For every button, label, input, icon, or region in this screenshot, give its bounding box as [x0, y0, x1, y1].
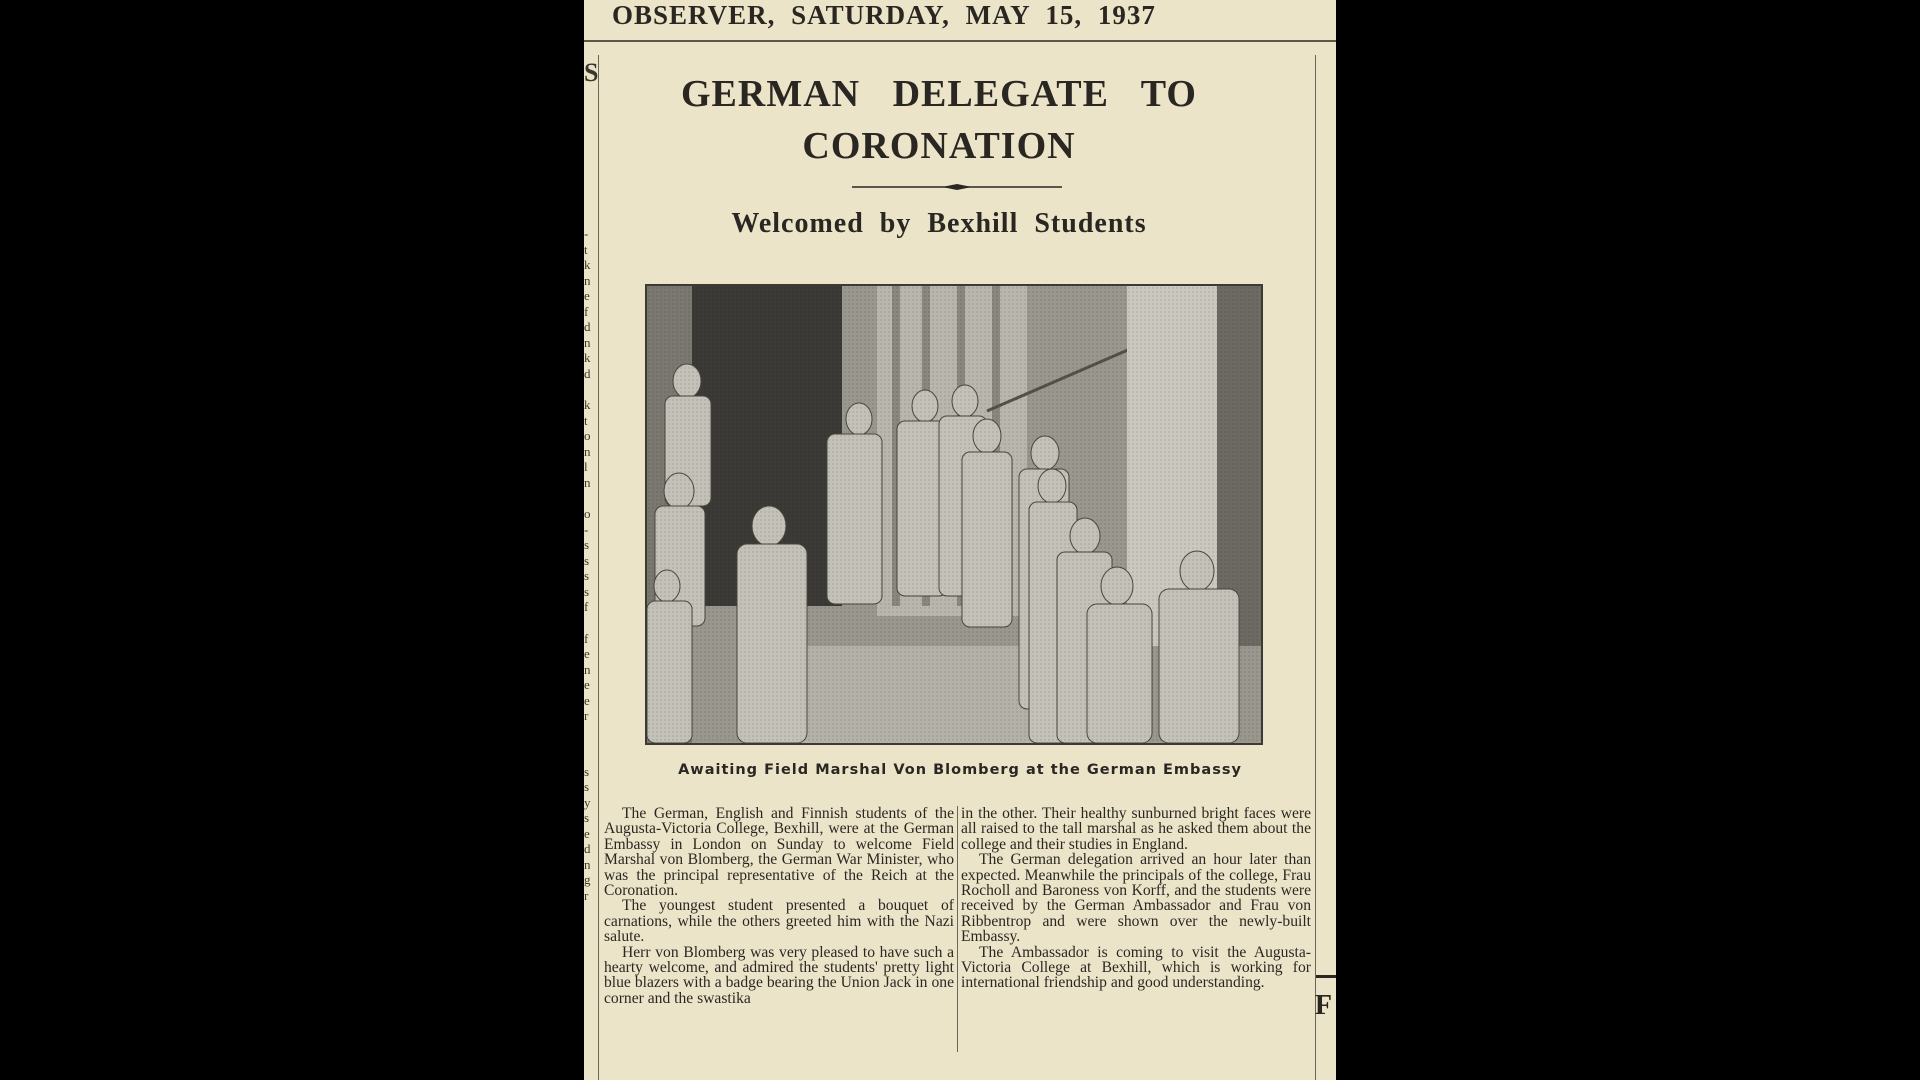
masthead-rule: [584, 40, 1336, 42]
fragment-letter: n: [584, 443, 591, 459]
photo-caption: Awaiting Field Marshal Von Blomberg at the German Embassy: [678, 762, 1242, 778]
fragment-letter: n: [584, 272, 591, 288]
fragment-letter: s: [584, 537, 590, 552]
subheadline: Welcomed by Bexhill Students: [731, 208, 1147, 239]
fragment-letter: e: [584, 677, 590, 692]
column-rule-left: [598, 55, 599, 1080]
article-column-1: [604, 806, 954, 1006]
fragment-letter: s: [584, 779, 590, 794]
headline-line: CORONATION: [802, 125, 1076, 167]
article-paragraph: The Ambassador is coming to visit the Augusta-Victoria College at Bexhill, which is working for international friendship and good understanding.: [961, 943, 1311, 992]
fragment-letter: n: [584, 334, 591, 350]
fragment-letter: l: [584, 459, 588, 474]
fragment-letter: r: [584, 708, 589, 723]
fragment-letter: t: [584, 241, 588, 257]
article-paragraph: The German delegation arrived an hour later than expected. Meanwhile the principals of the college, Frau Rocholl and Baroness von Korff, and the students were received by the German Ambassador and Frau von Ribbentrop and were shown over the newly-built Embassy.: [961, 851, 1311, 946]
fragment-letter: s: [584, 763, 590, 779]
fragment-letter: t: [584, 412, 588, 428]
newspaper-clipping: [584, 0, 1336, 1080]
fragment-letter: d: [584, 319, 591, 334]
fragment-letter: s: [584, 810, 590, 825]
masthead: OBSERVER, SATURDAY, MAY 15, 1937: [612, 0, 1156, 30]
news-photo: [645, 284, 1263, 745]
ornament-divider: [852, 184, 1062, 190]
fragment-letter: n: [584, 856, 591, 872]
fragment-letter: -: [584, 226, 589, 241]
article-column-2: [961, 806, 1311, 991]
fragment-letter: s: [584, 552, 590, 568]
fragment-letter: e: [584, 692, 590, 708]
fragment-letter: e: [584, 288, 590, 303]
fragment-letter: S: [584, 58, 599, 87]
headline: [604, 68, 1274, 172]
fragment-letter: n: [584, 661, 591, 677]
headline-line: GERMAN DELEGATE TO: [681, 73, 1197, 115]
column-rule-middle: [957, 806, 958, 1052]
fragment-letter: n: [584, 474, 591, 490]
fragment-letter: k: [584, 350, 591, 365]
right-column-fragment: F: [1314, 990, 1332, 1021]
fragment-letter: g: [584, 872, 591, 887]
fragment-letter: f: [584, 303, 589, 319]
article-paragraph: Herr von Blomberg was very pleased to have such a hearty welcome, and admired the students' pretty light blue blazers with a badge bearing the Union Jack in one corner and the swastika: [604, 943, 954, 1007]
article-paragraph: The German, English and Finnish students of the Augusta-Victoria College, Bexhill, were at the German Embassy in London on Sunday to welcome Field Marshal von Blomberg, the German War Minister, who was the principal representative of the Reich at the Coronation.: [604, 805, 954, 900]
fragment-letter: o: [584, 506, 591, 521]
right-column-rule: [1316, 975, 1336, 978]
fragment-letter: s: [584, 583, 590, 599]
fragment-letter: k: [584, 257, 591, 272]
article-paragraph: The youngest student presented a bouquet of carnations, while the others greeted him with the Nazi salute.: [604, 897, 954, 946]
column-rule-right: [1315, 55, 1316, 1080]
fragment-letter: -: [584, 521, 589, 537]
fragment-letter: f: [584, 599, 589, 614]
fragment-letter: f: [584, 630, 589, 646]
left-column-fragment: [584, 60, 598, 1080]
article-paragraph: in the other. Their healthy sunburned bright faces were all raised to the tall marshal as he asked them about the college and their studies in England.: [961, 805, 1311, 853]
fragment-letter: s: [584, 568, 590, 583]
fragment-letter: d: [584, 365, 591, 381]
fragment-letter: k: [584, 397, 591, 412]
photo-illustration: [647, 286, 1261, 743]
fragment-letter: e: [584, 825, 590, 841]
fragment-letter: d: [584, 841, 591, 856]
fragment-letter: o: [584, 428, 591, 443]
fragment-letter: e: [584, 646, 590, 661]
fragment-letter: y: [584, 794, 591, 810]
fragment-letter: r: [584, 887, 589, 903]
